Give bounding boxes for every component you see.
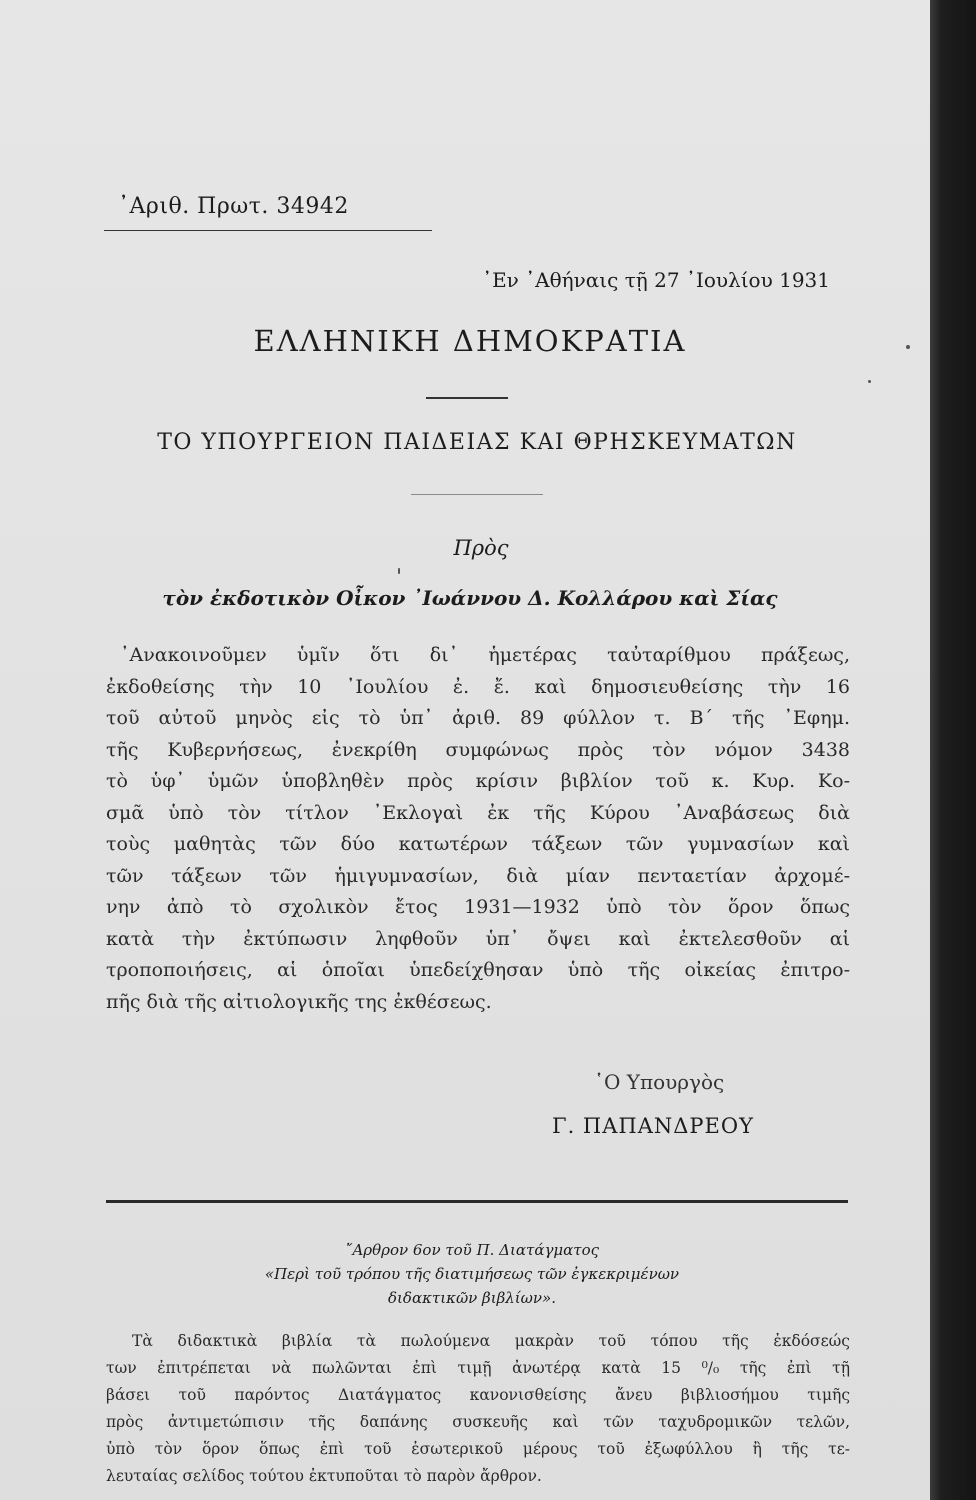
body-line: τῆς Κυβερνήσεως, ἐνεκρίθη συμφώνως πρὸς τὸν νόμον 3438	[106, 738, 850, 761]
letter-body	[106, 640, 850, 1018]
article-line: ὑπὸ τὸν ὅρον ὅπως ἐπὶ τοῦ ἐσωτερικοῦ μέρους τοῦ ἐξωφύλλου ἢ τῆς τε-	[106, 1440, 850, 1458]
article-line: Τὰ διδακτικὰ βιβλία τὰ πωλούμενα μακρὰν τοῦ τόπου τῆς ἐκδόσεώς	[132, 1332, 850, 1350]
article-text	[106, 1328, 850, 1490]
body-line: ᾿Ανακοινοῦμεν ὑμῖν ὅτι δι᾿ ἡμετέρας ταὐταρίθμου πράξεως,	[120, 644, 850, 666]
body-line: τοὺς μαθητὰς τῶν δύο κατωτέρων τάξεων τῶν γυμνασίων καὶ	[106, 833, 850, 855]
article-title-line: «Περὶ τοῦ τρόπου τῆς διατιμήσεως τῶν ἐγκεκριμένων	[264, 1265, 680, 1283]
body-line: τοῦ αὐτοῦ μηνὸς εἰς τὸ ὑπ᾿ ἀριθ. 89 φύλλον τ. Β΄ τῆς ᾿Εφημ.	[106, 707, 850, 729]
paper-speck	[398, 568, 400, 574]
article-line: λευταίας σελίδος τούτου ἐκτυποῦται τὸ παρὸν ἄρθρον.	[106, 1467, 542, 1485]
body-line: τῶν τάξεων τῶν ἡμιγυμνασίων, διὰ μίαν πενταετίαν ἀρχομέ-	[106, 864, 850, 887]
article-title-line: ῎Αρθρον 6ον τοῦ Π. Διατάγματος	[344, 1241, 600, 1259]
paper-speck	[906, 345, 910, 349]
signature-role: ῾Ο Υπουργὸς	[594, 1070, 725, 1094]
addressee: τὸν ἐκδοτικὸν Οἶκον ᾿Ιωάννου Δ. Κολλάρου καὶ Σίας	[162, 586, 778, 610]
date-line: ᾿Εν ᾿Αθήναις τῇ 27 ᾿Ιουλίου 1931	[482, 268, 830, 292]
body-line: τὸ ὑφ᾿ ὑμῶν ὑποβληθὲν πρὸς κρίσιν βιβλίον τοῦ κ. Κυρ. Κο-	[106, 770, 850, 792]
ministry-divider	[411, 494, 543, 495]
salutation-to: Πρὸς	[453, 536, 509, 560]
article-line: βάσει τοῦ παρόντος Διατάγματος κανονισθείσης ἄνευ βιβλιοσήμου τιμῆς	[106, 1386, 850, 1404]
section-divider	[106, 1200, 848, 1203]
signature-name: Γ. ΠΑΠΑΝΔΡΕΟΥ	[552, 1114, 754, 1138]
paper-speck	[868, 380, 871, 383]
body-line: τροποποιήσεις, αἱ ὁποῖαι ὑπεδείχθησαν ὑπὸ τῆς οἰκείας ἐπιτρο-	[106, 959, 850, 981]
body-line: ἐκδοθείσης τὴν 10 ᾿Ιουλίου ἐ. ἔ. καὶ δημοσιευθείσης τὴν 16	[106, 675, 850, 698]
republic-heading: ΕΛΛΗΝΙΚΗ ΔΗΜΟΚΡΑΤΙΑ	[253, 324, 687, 358]
article-line: πρὸς ἀντιμετώπισιν τῆς δαπάνης συσκευῆς καὶ τῶν ταχυδρομικῶν τελῶν,	[106, 1413, 850, 1431]
protocol-underline	[104, 230, 432, 231]
binding-edge	[930, 0, 976, 1500]
article-line: των ἐπιτρέπεται νὰ πωλῶνται ἐπὶ τιμῇ ἀνωτέρᾳ κατὰ 15 ⁰/₀ τῆς ἐπὶ τῇ	[106, 1359, 850, 1377]
ministry-heading: ΤΟ ΥΠΟΥΡΓΕΙΟΝ ΠΑΙΔΕΙΑΣ ΚΑΙ ΘΡΗΣΚΕΥΜΑΤΩΝ	[157, 430, 797, 455]
protocol-number: ᾿Αριθ. Πρωτ. 34942	[118, 194, 349, 219]
body-line: νην ἀπὸ τὸ σχολικὸν ἔτος 1931—1932 ὑπὸ τὸν ὅρον ὅπως	[106, 896, 850, 918]
article-title-line: διδακτικῶν βιβλίων».	[388, 1289, 556, 1307]
body-line: κατὰ τὴν ἐκτύπωσιν ληφθοῦν ὑπ᾿ ὄψει καὶ ἐκτελεσθοῦν αἱ	[106, 927, 850, 950]
article-title	[0, 1238, 930, 1310]
body-line: πῆς διὰ τῆς αἰτιολογικῆς της ἐκθέσεως.	[106, 990, 492, 1013]
body-line: σμᾶ ὑπὸ τὸν τίτλον ᾿Εκλογαὶ ἐκ τῆς Κύρου ᾿Αναβάσεως διὰ	[106, 801, 850, 824]
heading-divider	[426, 397, 508, 399]
